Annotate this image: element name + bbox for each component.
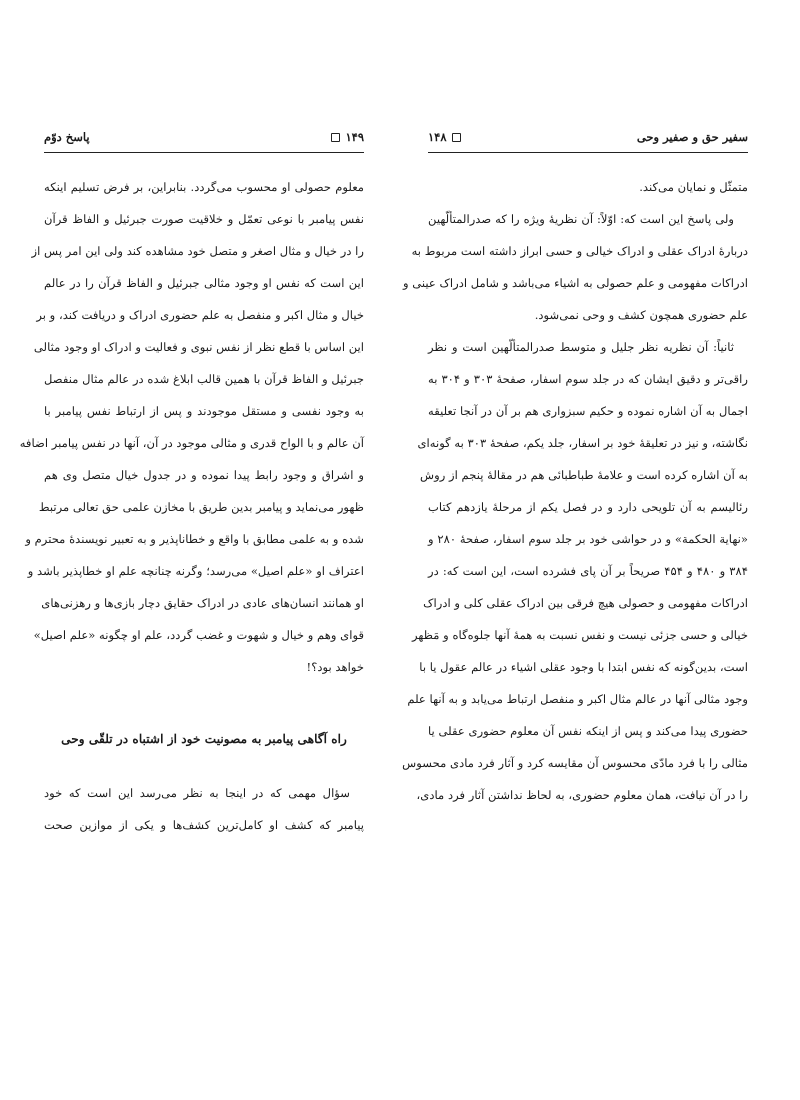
text-line: علم حضوری همچون کشف و وحی نمی‌شود.	[534, 308, 748, 322]
text-line: است، بدین‌گونه که نفس ابتدا با وجود عقلی اشیاء در عالم عقول یا با	[419, 660, 748, 674]
text-line: راقی‌تر و دقیق ایشان که در جلد سوم اسفار، صفحهٔ ۳۰۳ و ۳۰۴ به	[428, 372, 748, 386]
text-line: وجود مثالی آنها در عالم مثال اکبر و منفصل ارتباط می‌یابد و به آنها علم	[407, 692, 748, 706]
text-line: ادراکات مفهومی و علم حصولی به اشیاء می‌باشد و شامل ادراک عینی و	[402, 276, 748, 290]
text-line: شده و به علمی مطابق با واقع و خطاناپذیر و به تعبیر نویسندهٔ محترم و	[25, 532, 364, 546]
text-line: رئالیسم به آن تلویحی دارد و در فصل یکم از مرحلهٔ یازدهم کتاب	[428, 500, 748, 514]
text-line: قوای وهم و خیال و شهوت و غضب گردد، علم او چگونه «علم اصیل»	[33, 628, 364, 642]
right-page	[402, 128, 748, 811]
text-line: معلوم حصولی او محسوب می‌گردد. بنابراین، بر فرض تسلیم اینکه	[44, 180, 364, 194]
page-number-block	[331, 130, 364, 144]
text-line: پیامبر که کشف او کامل‌ترین کشف‌ها و یکی از موازین صحت	[44, 818, 364, 832]
text-line: «نهایة الحکمة» و در حواشی خود بر جلد سوم اسفار، صفحهٔ ۲۸۰ و	[428, 532, 748, 546]
text-line: متمثّل و نمایان می‌کند.	[639, 180, 748, 194]
text-line: آن عالم و با الواح قدری و مثالی موجود در آن، آنها در نفس پیامبر اضافه	[19, 436, 364, 450]
text-line: این اساس با قطع نظر از نفس نبوی و فعالیت و ادراک او وجود مثالی	[33, 340, 364, 354]
text-line: ولی پاسخ این است که: اوّلاً: آن نظریهٔ ویژه را که صدرالمتألّهین	[428, 212, 734, 226]
text-line: و اشراق و وجود رابط پیدا نموده و در جدول خیال متصل وی هم	[44, 468, 364, 482]
body-text	[402, 171, 748, 811]
text-line: خواهد بود؟!	[306, 660, 364, 674]
text-line: ثانیاً: آن نظریه نظر جلیل و متوسط صدرالمتألّهین است و نظر	[428, 340, 734, 354]
text-line: خیال و مثال اکبر و منفصل به علم حضوری ادراک و دریافت کند، و بر	[36, 308, 364, 322]
text-line: به وجود نفسی و مستقل موجودند و پس از ارتباط نفس پیامبر با	[44, 404, 364, 418]
page-number-block	[428, 130, 461, 144]
section-heading: راه آگاهی پیامبر به مصونیت خود از اشتباه در تلقّی وحی	[61, 732, 347, 746]
text-line: حضوری پیدا می‌کند و پس از اینکه نفس آن معلوم حضوری عقلی یا	[428, 724, 748, 738]
text-line: اجمال به آن اشاره نموده و حکیم سبزواری هم بر آن در آنجا تعلیقه	[428, 404, 748, 418]
text-line: خیالی و حسی جزئی نیست و نفس نسبت به همهٔ آنها جلوه‌گاه و مَظهر	[412, 628, 748, 642]
text-line: او همانند انسان‌های عادی در ادراک حقایق دچار بازی‌ها و رهزنی‌های	[41, 596, 364, 610]
left-page	[19, 128, 364, 841]
text-line: این است که نفس او وجود مثالی جبرئیل و الفاظ قرآن را در عالم	[44, 276, 364, 290]
running-title: سفیر حق و صفیر وحی	[636, 130, 748, 144]
text-line: نفس پیامبر با نوعی تعمّل و خلاقیت صورت جبرئیل و الفاظ قرآن	[44, 212, 364, 226]
text-line: اعتراف او «علم اصیل» می‌رسد؛ وگرنه چنانچه علم او خطاپذیر باشد و	[27, 564, 364, 578]
text-line: به آن اشاره کرده است و علامهٔ طباطبائی هم در مقالهٔ پنجم از روش	[419, 468, 748, 482]
text-line: دربارهٔ ادراک عقلی و ادراک خیالی و حسی ابراز داشته است مربوط به	[411, 244, 748, 258]
text-line: را در خیال و مثال اصغر و متصل خود مشاهده کند ولی این امر پس از	[31, 244, 364, 258]
running-title: پاسخ دوّم	[44, 130, 90, 144]
square-box-icon	[331, 133, 340, 142]
page-number: ۱۴۸	[428, 130, 447, 144]
text-line: مثالی را با فرد مادّی محسوس آن مقایسه کرد و آثار فرد مادی محسوس	[402, 756, 748, 770]
text-line: را در آن نیافت، همان معلوم حضوری، به لحاظ نداشتن آثار فرد مادی،	[416, 788, 748, 802]
text-line: جبرئیل و الفاظ قرآن با همین قالب ابلاغ شده در عالم مثال منفصل	[44, 372, 364, 386]
text-line: ۳۸۴ و ۴۸۰ و ۴۵۴ صریحاً بر آن پای فشرده است، این است که: در	[428, 564, 748, 578]
body-text	[19, 171, 364, 841]
square-box-icon	[452, 133, 461, 142]
text-line: سؤال مهمی که در اینجا به نظر می‌رسد این است که خود	[44, 786, 350, 800]
running-header	[44, 128, 364, 153]
page-number: ۱۴۹	[345, 130, 364, 144]
running-header	[428, 128, 748, 153]
text-line: ادراکات مفهومی و حصولی هیچ فرقی بین ادراک عقلی کلی و ادراک	[423, 596, 748, 610]
text-line: نگاشته، و نیز در تعلیقهٔ خود بر اسفار، جلد یکم، صفحهٔ ۳۰۳ به گونه‌ای	[417, 436, 748, 450]
text-line: ظهور می‌نماید و پیامبر بدین طریق با مخازن علمی حق تعالی مرتبط	[38, 500, 364, 514]
